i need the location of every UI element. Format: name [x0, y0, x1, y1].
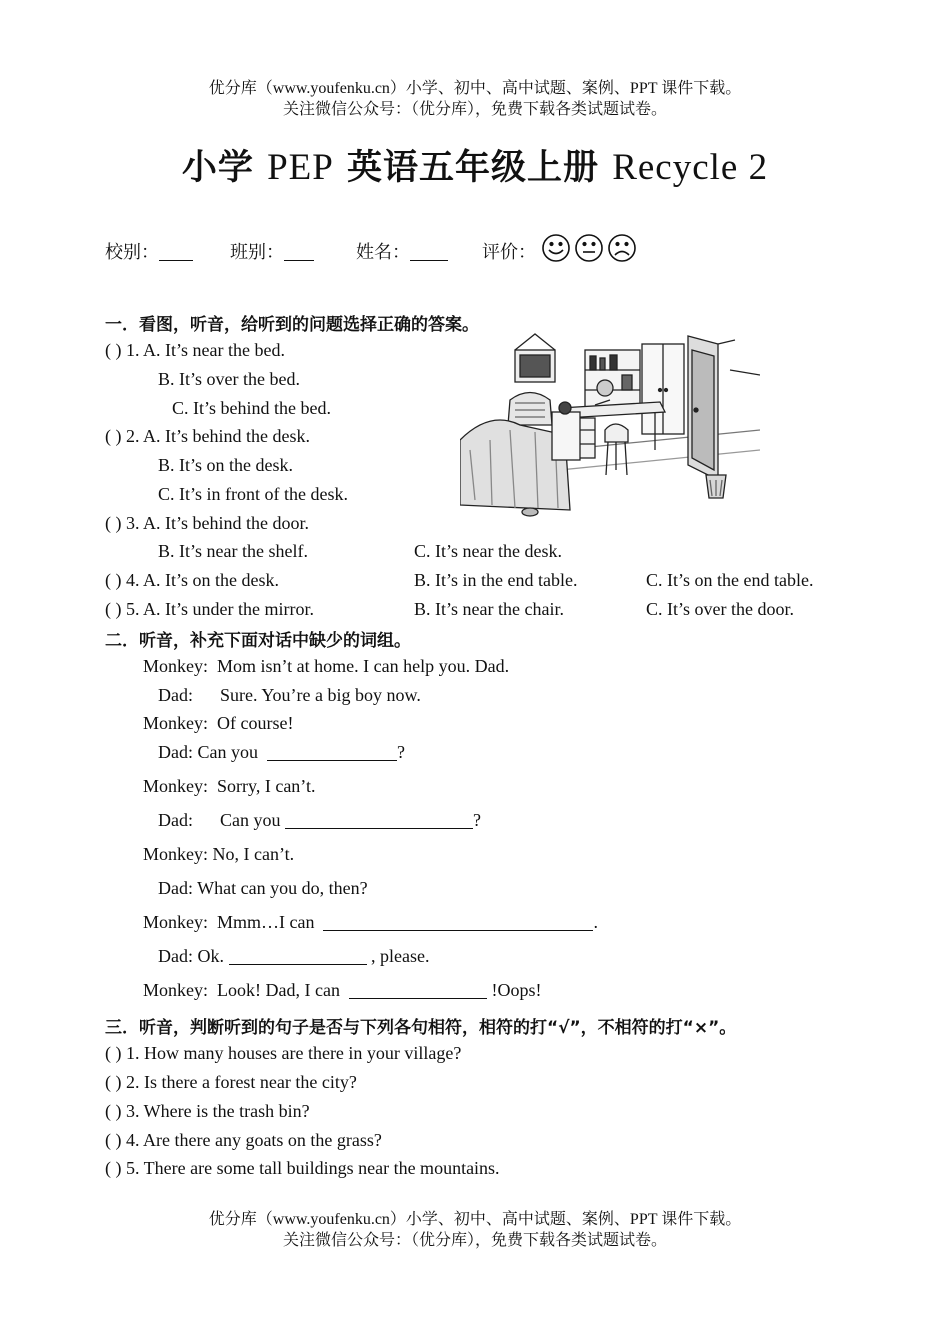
s3-question-2: ( ) 2. Is there a forest near the city?: [105, 1072, 357, 1092]
dialog-line-2: Dad: Sure. You’re a big boy now.: [158, 685, 421, 705]
s3-question-5: ( ) 5. There are some tall buildings near the mountains.: [105, 1158, 500, 1178]
title-en-2: Recycle 2: [612, 147, 769, 188]
blank-4[interactable]: [229, 946, 367, 965]
section3-heading: 三．听音，判断听到的句子是否与下列各句相符，相符的打“√”，不相符的打“×”。: [105, 1018, 737, 1038]
q3-option-c: C. It’s near the desk.: [414, 541, 562, 561]
title-cn-2: 英语五年级上册: [333, 147, 613, 188]
blank-5[interactable]: [349, 980, 487, 999]
q4-option-b: B. It’s in the end table.: [414, 570, 578, 590]
section2-heading: 二．听音，补充下面对话中缺少的词组。: [105, 631, 411, 651]
mirror-icon: [515, 334, 555, 382]
class-blank[interactable]: [284, 242, 314, 261]
shelf-icon: [585, 350, 640, 410]
blank-2[interactable]: [285, 810, 473, 829]
q1-option-a: ( ) 1. A. It’s near the bed.: [105, 340, 285, 360]
neutral-face-icon: [576, 235, 602, 261]
q1-option-c: C. It’s behind the bed.: [172, 398, 331, 418]
s3-question-1: ( ) 1. How many houses are there in your village?: [105, 1043, 462, 1063]
title-cn: 小学: [181, 147, 268, 188]
happy-face-icon: [543, 235, 569, 261]
q3-option-a: ( ) 3. A. It’s behind the door.: [105, 513, 309, 533]
dialog-line-3: Monkey: Of course!: [143, 713, 294, 733]
trash-bin-icon: [706, 475, 726, 498]
school-blank[interactable]: [159, 242, 193, 261]
door-icon: [688, 336, 760, 480]
s3-question-3: ( ) 3. Where is the trash bin?: [105, 1101, 310, 1121]
q1-option-b: B. It’s over the bed.: [158, 369, 300, 389]
q4-option-a: ( ) 4. A. It’s on the desk.: [105, 570, 279, 590]
dialog-line-7: Monkey: No, I can’t.: [143, 844, 295, 864]
bedroom-illustration: [460, 330, 760, 525]
header-line-2: 关注微信公众号：（优分库），免费下载各类试题试卷。: [282, 101, 667, 118]
blank-1[interactable]: [267, 742, 397, 761]
section1-heading: 一．看图，听音，给听到的问题选择正确的答案。: [105, 315, 479, 335]
header-line-1: 优分库（www.youfenku.cn）小学、初中、高中试题、案例、PPT 课件下载。: [208, 80, 742, 97]
title-en-1: PEP: [267, 147, 334, 188]
q5-option-b: B. It’s near the chair.: [414, 599, 564, 619]
dialog-line-9: Monkey: Mmm…I can .: [143, 912, 598, 932]
dialog-line-11: Monkey: Look! Dad, I can !Oops!: [143, 980, 542, 1000]
name-field: 姓名：: [356, 238, 448, 264]
q2-option-c: C. It’s in front of the desk.: [158, 484, 348, 504]
q5-option-c: C. It’s over the door.: [646, 599, 794, 619]
q2-option-a: ( ) 2. A. It’s behind the desk.: [105, 426, 310, 446]
dialog-line-8: Dad: What can you do, then?: [158, 878, 368, 898]
evaluation-faces: [541, 232, 641, 264]
wardrobe-icon: [642, 344, 684, 434]
footer-line-2: 关注微信公众号：（优分库），免费下载各类试题试卷。: [282, 1232, 667, 1249]
school-field: 校别：: [105, 238, 193, 264]
page-title: [0, 140, 950, 190]
name-blank[interactable]: [410, 242, 448, 261]
q4-option-c: C. It’s on the end table.: [646, 570, 814, 590]
dialog-line-10: Dad: Ok. , please.: [158, 946, 430, 966]
chair-icon: [605, 424, 628, 475]
dialog-line-4: Dad: Can you ?: [158, 742, 405, 762]
dialog-line-1: Monkey: Mom isn’t at home. I can help you. Dad.: [143, 656, 510, 676]
dialog-line-5: Monkey: Sorry, I can’t.: [143, 776, 316, 796]
class-field: 班别：: [230, 238, 314, 264]
s3-question-4: ( ) 4. Are there any goats on the grass?: [105, 1130, 382, 1150]
sad-face-icon: [609, 235, 635, 261]
shoes-icon: [522, 508, 538, 516]
dialog-line-6: Dad: Can you ?: [158, 810, 481, 830]
q5-option-a: ( ) 5. A. It’s under the mirror.: [105, 599, 314, 619]
evaluation-label: 评价：: [482, 242, 536, 263]
footer-line-1: 优分库（www.youfenku.cn）小学、初中、高中试题、案例、PPT 课件下载。: [208, 1211, 742, 1228]
blank-3[interactable]: [323, 912, 593, 931]
q2-option-b: B. It’s on the desk.: [158, 455, 293, 475]
q3-option-b: B. It’s near the shelf.: [158, 541, 308, 561]
